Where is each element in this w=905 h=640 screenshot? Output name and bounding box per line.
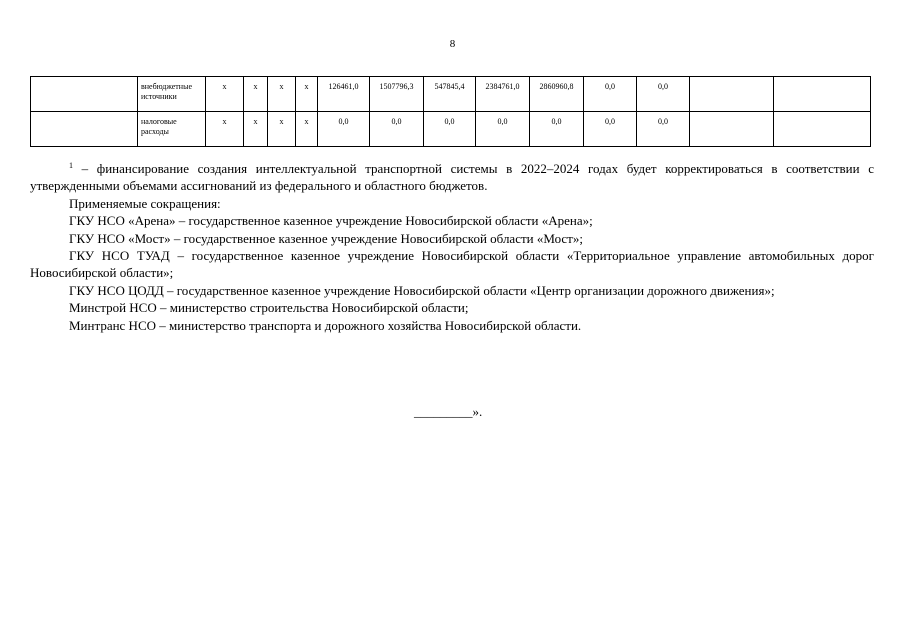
table-cell: x: [268, 112, 296, 147]
page-number: 8: [449, 38, 456, 50]
table-cell: 0,0: [370, 112, 424, 147]
abbreviation-item: ГКУ НСО ТУАД – государственное казенное учреждение Новосибирской области «Территориальное управление автомобильных дорог Новосибирской области»;: [30, 248, 874, 281]
closing-line: _________».: [414, 404, 483, 419]
table-cell: [690, 77, 774, 112]
budget-table: [30, 76, 871, 147]
table-cell: [690, 112, 774, 147]
table-cell: 2860960,8: [530, 77, 584, 112]
abbreviation-item: ГКУ НСО ЦОДД – государственное казенное учреждение Новосибирской области «Центр организации дорожного движения»;: [69, 282, 775, 298]
table-cell: x: [268, 77, 296, 112]
table-cell: x: [296, 77, 318, 112]
table-cell: x: [206, 112, 244, 147]
table-cell: 2384761,0: [476, 77, 530, 112]
abbreviation-item: ГКУ НСО «Мост» – государственное казенное учреждение Новосибирской области «Мост»;: [69, 230, 583, 246]
table-cell: [31, 77, 138, 112]
footnote-text: – финансирование создания интеллектуальной транспортной системы в 2022–2024 годах будет корректироваться в соответствии с утвержденными объемами ассигнований из федерального и областного бюджетов.: [30, 161, 874, 194]
table-cell: x: [296, 112, 318, 147]
table-cell: 0,0: [637, 112, 690, 147]
table-cell: 547845,4: [424, 77, 476, 112]
table-row: [31, 112, 871, 147]
table-row: [31, 77, 871, 112]
table-cell: 0,0: [530, 112, 584, 147]
notes-section: [30, 160, 874, 334]
abbreviation-item: Минстрой НСО – министерство строительства Новосибирской области;: [69, 300, 469, 316]
footnote: [30, 160, 874, 195]
table-cell: [774, 112, 871, 147]
table-cell: 0,0: [318, 112, 370, 147]
table-cell: 126461,0: [318, 77, 370, 112]
table-cell: 0,0: [584, 112, 637, 147]
table-cell: [31, 112, 138, 147]
table-cell: [774, 77, 871, 112]
table-cell: x: [244, 77, 268, 112]
abbreviation-item: ГКУ НСО «Арена» – государственное казенное учреждение Новосибирской области «Арена»;: [69, 213, 593, 229]
table-cell: 0,0: [476, 112, 530, 147]
table-cell: x: [244, 112, 268, 147]
footnote-marker: 1: [69, 161, 73, 170]
table-cell: 0,0: [584, 77, 637, 112]
table-cell: 0,0: [637, 77, 690, 112]
abbreviation-item: Минтранс НСО – министерство транспорта и дорожного хозяйства Новосибирской области.: [69, 317, 582, 333]
table-cell: 0,0: [424, 112, 476, 147]
row-label: налоговые расходы: [138, 112, 206, 147]
table-cell: 1507796,3: [370, 77, 424, 112]
table-cell: x: [206, 77, 244, 112]
abbreviations-heading: Применяемые сокращения:: [69, 195, 221, 211]
row-label: внебюджетные источники: [138, 77, 206, 112]
